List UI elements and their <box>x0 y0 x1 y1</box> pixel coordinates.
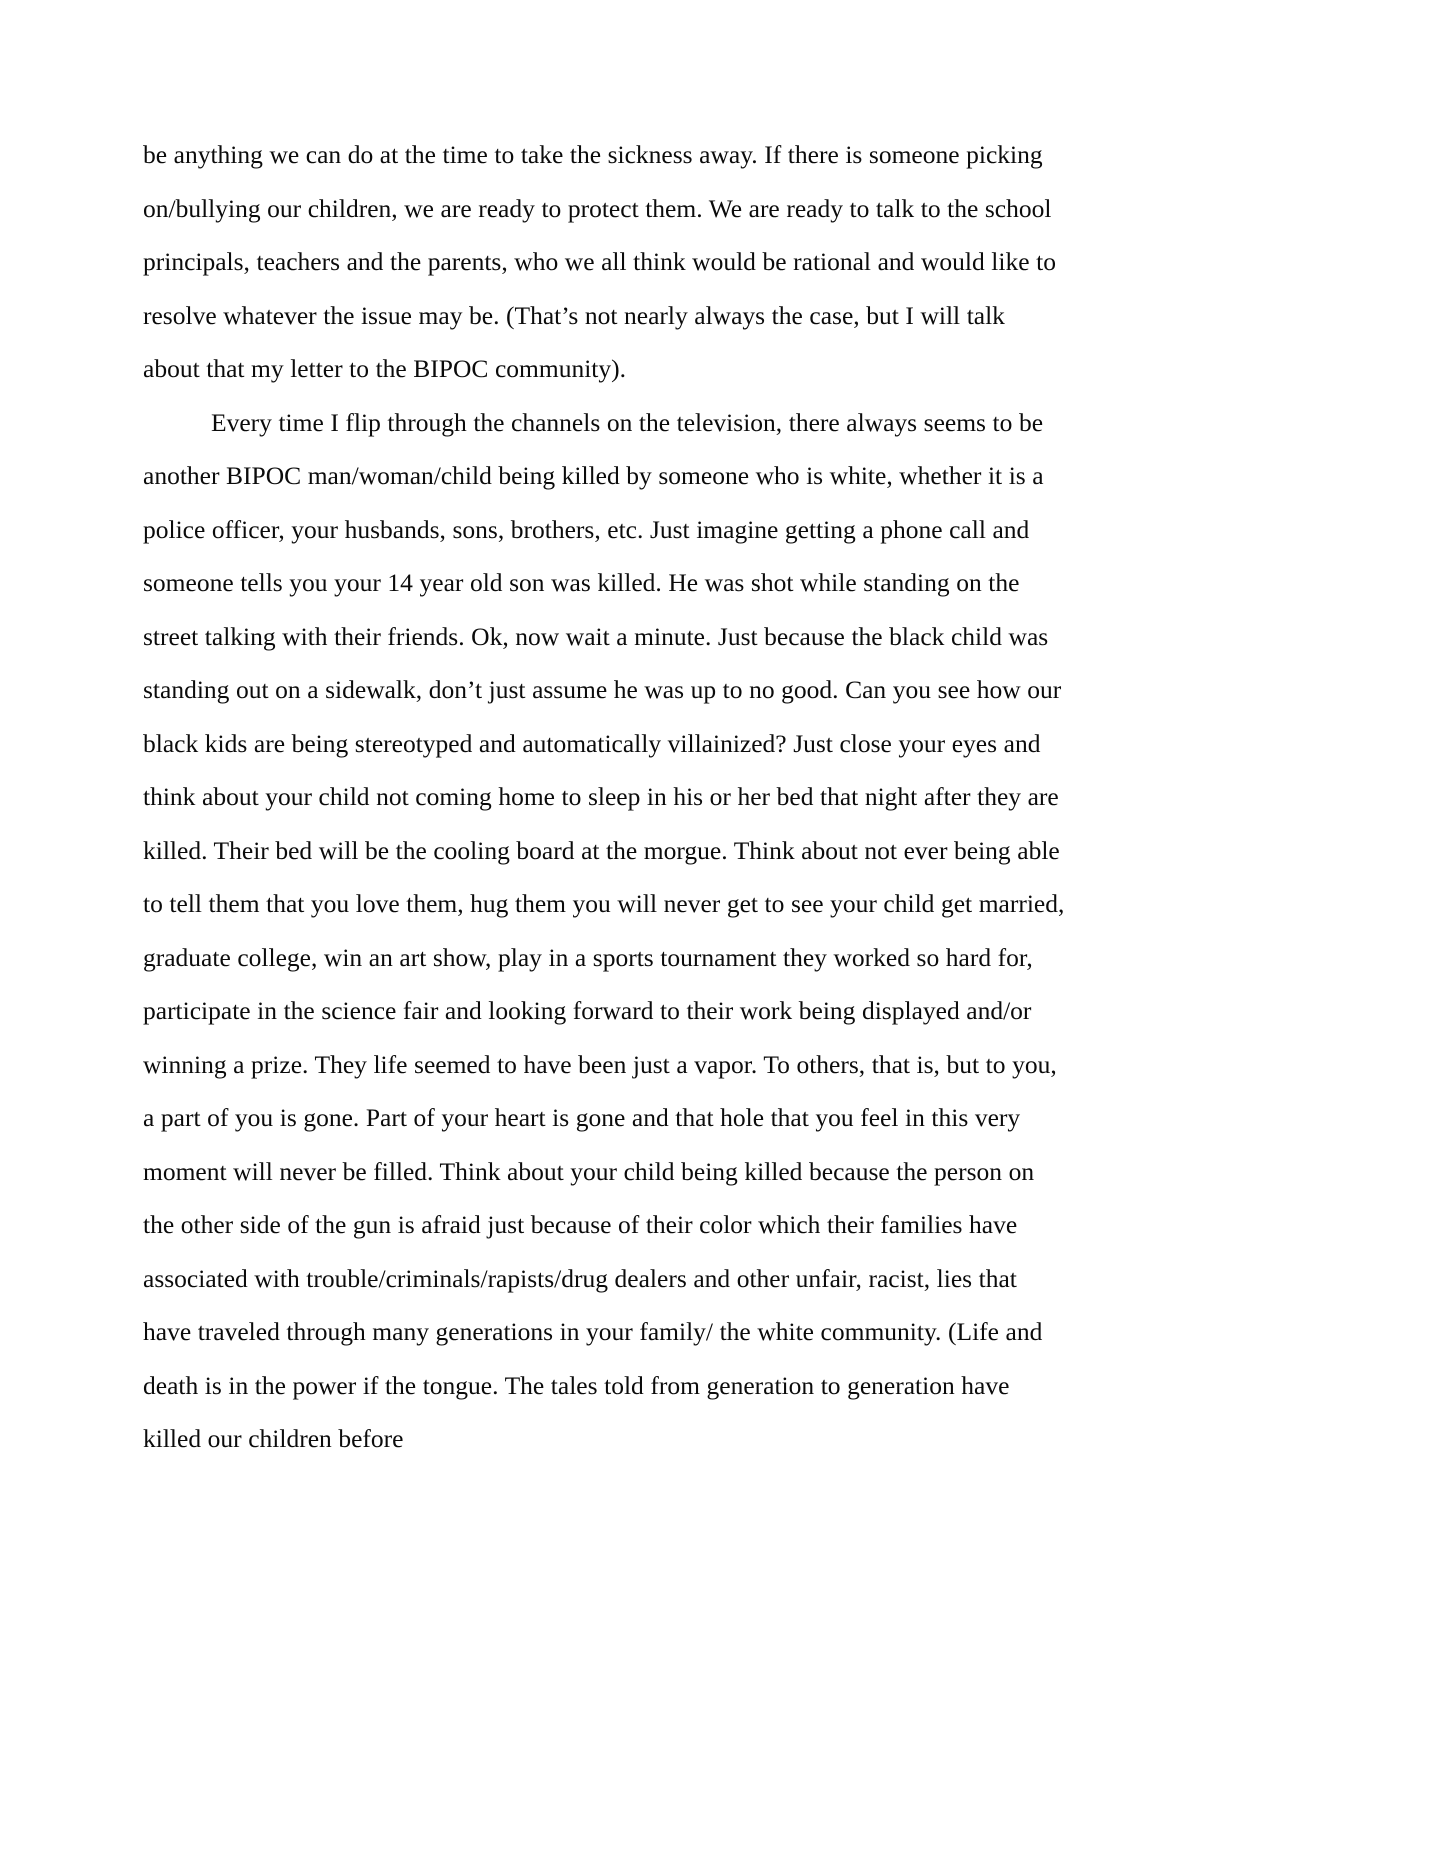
paragraph-continuation: be anything we can do at the time to take the sickness away. If there is someone picking on/bullying our children, we are ready to protect them. We are ready to talk to the school principals, teachers and the parents, who we all think would be rational and would like to resolve whatever the issue may be. (That’s not nearly always the case, but I will talk about that my letter to the BIPOC community). <box>143 140 1063 383</box>
paragraph-television: Every time I flip through the channels on the television, there always seems to be another BIPOC man/woman/child being killed by someone who is white, whether it is a police officer, your husbands, sons, brothers, etc. Just imagine getting a phone call and someone tells you your 14 year old son was killed. He was shot while standing on the street talking with their friends. Ok, now wait a minute. Just because the black child was standing out on a sidewalk, don’t just assume he was up to no good. Can you see how our black kids are being stereotyped and automatically villainized? Just close your eyes and think about your child not coming home to sleep in his or her bed that night after they are killed. Their bed will be the cooling board at the morgue. Think about not ever being able to tell them that you love them, hug them you will never get to see your child get married, graduate college, win an art show, play in a sports tournament they worked so hard for, participate in the science fair and looking forward to their work being displayed and/or winning a prize. They life seemed to have been just a vapor. To others, that is, but to you, a part of you is gone. Part of your heart is gone and that hole that you feel in this very moment will never be filled. Think about your child being killed because the person on the other side of the gun is afraid just because of their color which their families have associated with trouble/criminals/rapists/drug dealers and other unfair, racist, lies that have traveled through many generations in your family/ the white community. (Life and death is in the power if the tongue. The tales told from generation to generation have killed our children before <box>143 407 1071 1453</box>
document-text-column <box>143 128 1071 1466</box>
